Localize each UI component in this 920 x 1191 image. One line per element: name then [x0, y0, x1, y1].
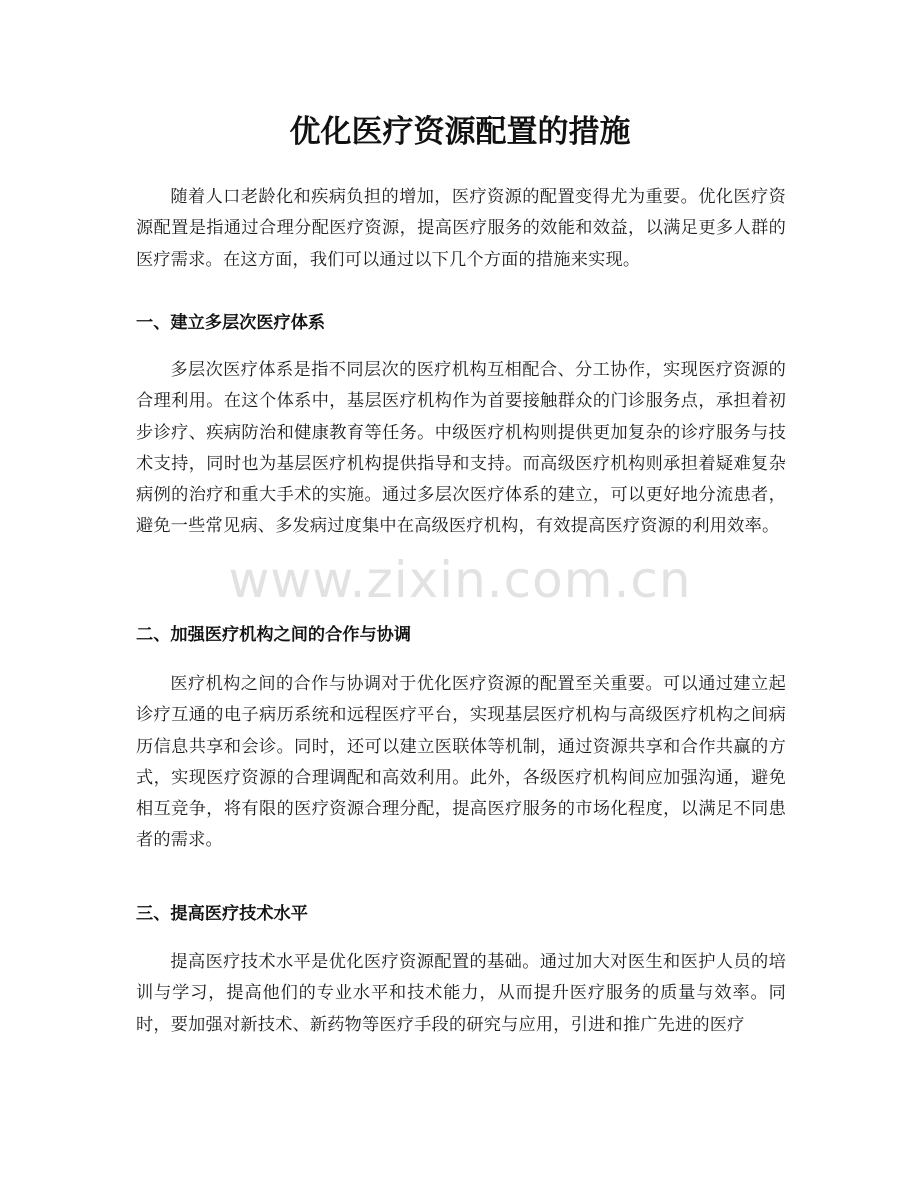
section-heading-1: 一、建立多层次医疗体系: [136, 313, 326, 333]
section-body-3: 提高医疗技术水平是优化医疗资源配置的基础。通过加大对医生和医护人员的培训与学习，提高他们的专业水平和技术能力，从而提升医疗服务的质量与效率。同时，要加强对新技术、新药物等医疗手段的研究与应用，引进和推广先进的医疗: [136, 952, 786, 1035]
section-heading-3: 三、提高医疗技术水平: [136, 904, 308, 924]
section-body-1: 多层次医疗体系是指不同层次的医疗机构互相配合、分工协作，实现医疗资源的合理利用。在这个体系中，基层医疗机构作为首要接触群众的门诊服务点，承担着初步诊疗、疾病防治和健康教育等任务。中级医疗机构则提供更加复杂的诊疗服务与技术支持，同时也为基层医疗机构提供指导和支持。而高级医疗机构则承担着疑难复杂病例的治疗和重大手术的实施。通过多层次医疗体系的建立，可以更好地分流患者，避免一些常见病、多发病过度集中在高级医疗机构，有效提高医疗资源的利用效率。: [136, 360, 786, 537]
section-heading-2: 二、加强医疗机构之间的合作与协调: [136, 625, 412, 645]
section-body-2: 医疗机构之间的合作与协调对于优化医疗资源的配置至关重要。可以通过建立起诊疗互通的电子病历系统和远程医疗平台，实现基层医疗机构与高级医疗机构之间病历信息共享和会诊。同时，还可以建立医联体等机制，通过资源共享和合作共赢的方式，实现医疗资源的合理调配和高效利用。此外，各级医疗机构间应加强沟通，避免相互竞争，将有限的医疗资源合理分配，提高医疗服务的市场化程度，以满足不同患者的需求。: [136, 674, 786, 851]
document-title: 优化医疗资源配置的措施: [289, 114, 631, 150]
watermark-text: www.zixin.com.cn: [228, 551, 692, 609]
intro-paragraph: 随着人口老龄化和疾病负担的增加，医疗资源的配置变得尤为重要。优化医疗资源配置是指通过合理分配医疗资源，提高医疗服务的效能和效益，以满足更多人群的医疗需求。在这方面，我们可以通过以下几个方面的措施来实现。: [136, 187, 786, 270]
